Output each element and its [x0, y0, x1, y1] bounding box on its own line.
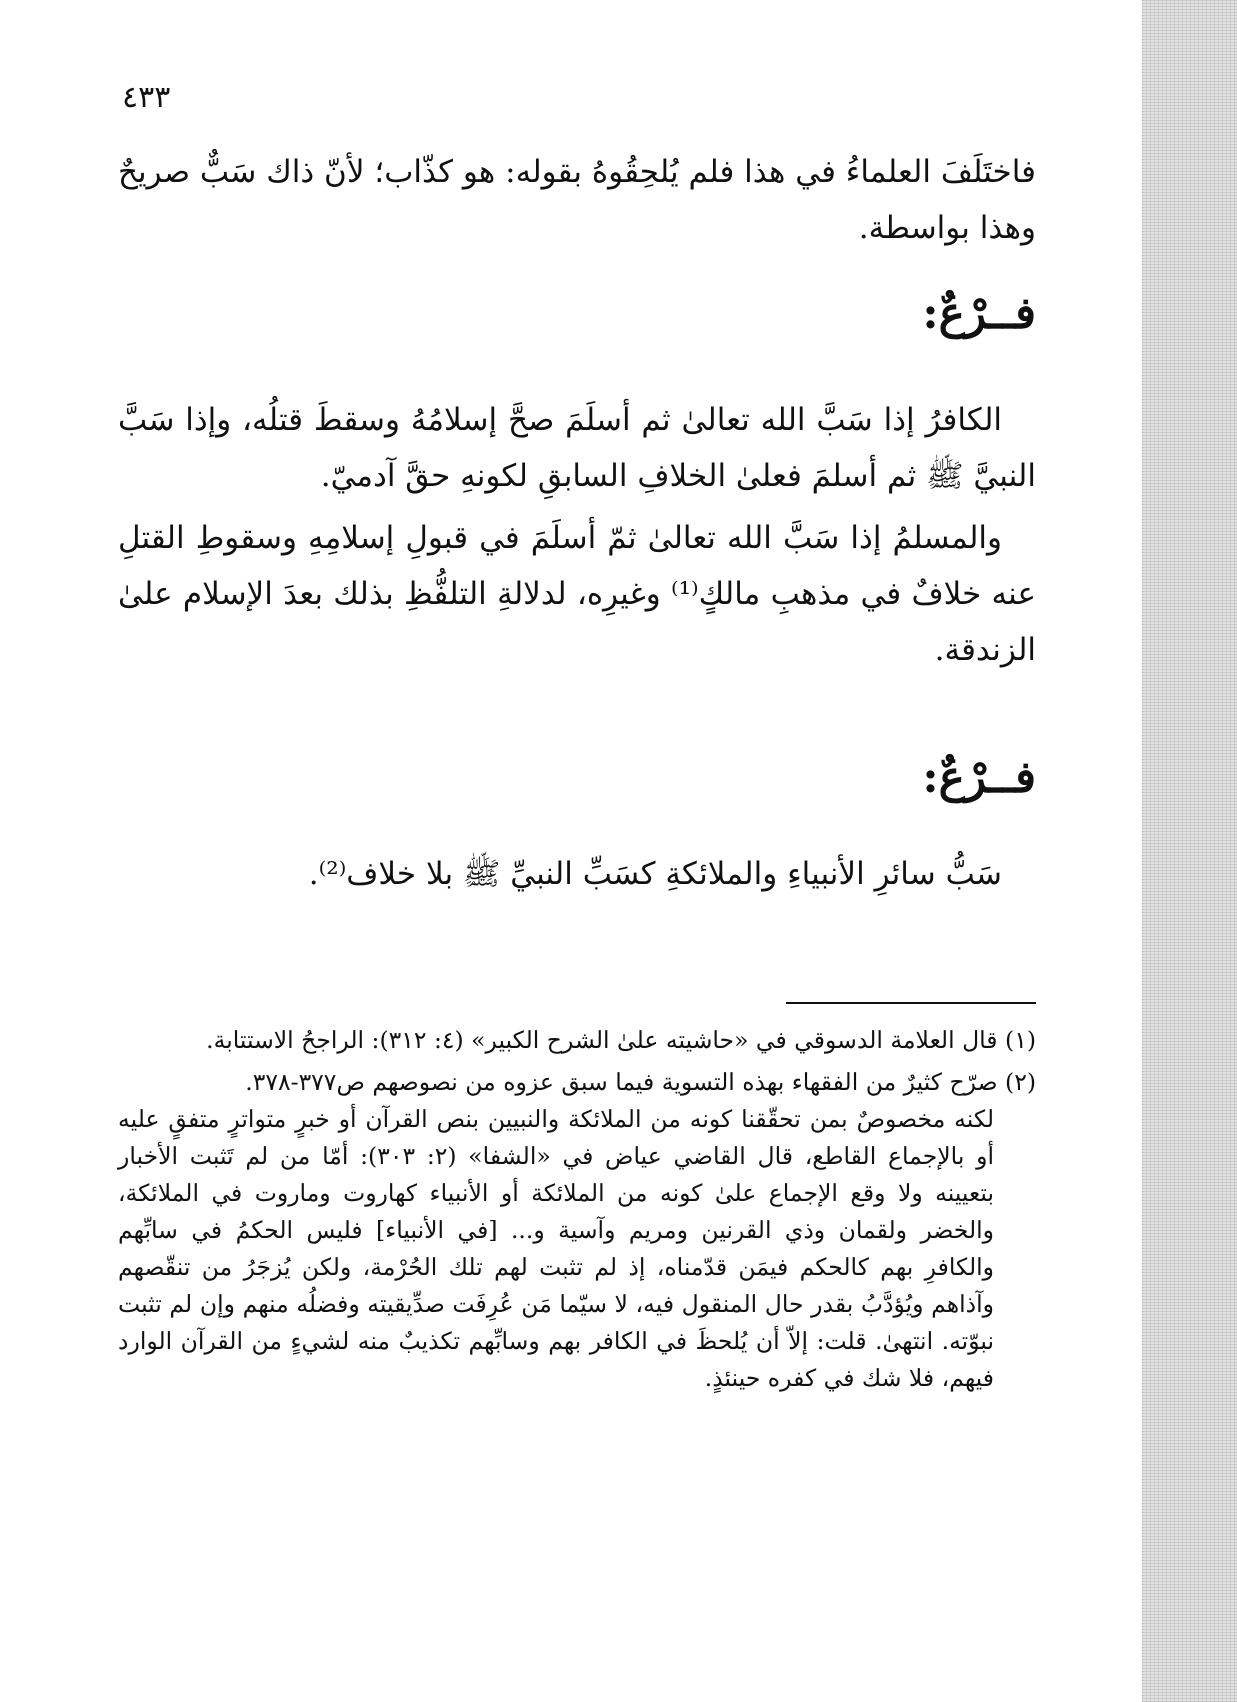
footnote-2-continuation: لكنه مخصوصٌ بمن تحقّقنا كونه من الملائكة والنبيين بنص القرآن أو خبرٍ متواترٍ متفقٍ عليه أو بالإجماع القاطع، قال القاضي عياض في «الشفا» (٢: ٣٠٣): أمّا من لم تَثبت الأخبار بتعيينه ولا وقع الإجماع علىٰ كونه من الملائكة أو الأنبياء كهاروت وماروت في الملائكة، والخضر ولقمان وذي القرنين ومريم وآسية و... [في الأنبياء] فليس الحكمُ في سابِّهم والكافرِ بهم كالحكم فيمَن قدّمناه، إذ لم تثبت لهم تلك الحُرْمة، ولكن يُزجَرُ من تنقّصهم وآذاهم ويُؤدَّبُ بقدر حال المنقول فيه، لا سيّما مَن عُرِفَت صدِّيقيته وفضلُه منهم وإن لم تثبت نبوّته. انتهىٰ. قلت: إلاّ أن يُلحظَ في الكافر بهم وسابِّهم تكذيبٌ منه لشيءٍ من القرآن الوارد فيهم، فلا شك في كفره حينئذٍ.	[118, 1105, 994, 1392]
section-heading-far: فــرْعٌ:	[922, 288, 1036, 339]
footnote-2-number: (٢)	[1005, 1068, 1036, 1096]
page-number: ٤٣٣	[122, 80, 171, 115]
section-heading-far-2: فــرْعٌ:	[922, 752, 1036, 803]
paragraph-muslim-sabb: والمسلمُ إذا سَبَّ الله تعالىٰ ثمّ أسلَمَ في قبولِ إسلامِهِ وسقوطِ القتلِ عنه خلافٌ في مذهبِ مالكٍ⁽¹⁾ وغيرِه، لدلالةِ التلفُّظِ بذلك بعدَ الإسلام علىٰ الزندقة.	[118, 520, 1036, 668]
footnote-separator	[786, 1002, 1036, 1004]
footnote-1-number: (١)	[1005, 1026, 1036, 1054]
footnote-1	[118, 1022, 1036, 1059]
footnote-2-text: صرّح كثيرٌ من الفقهاء بهذه التسوية فيما سبق عزوه من نصوصهم ص٣٧٧-٣٧٨.	[245, 1068, 998, 1096]
footnote-1-text: قال العلامة الدسوقي في «حاشيته علىٰ الشرح الكبير» (٤: ٣١٢): الراجحُ الاستتابة.	[206, 1026, 998, 1054]
scan-edge-strip	[1142, 0, 1237, 1702]
paragraph-continuation: فاختَلَفَ العلماءُ في هذا فلم يُلحِقُوهُ بقوله: هو كذّاب؛ لأنّ ذاك سَبٌّ صريحٌ وهذا بواسطة.	[118, 154, 1036, 246]
footnote-2	[118, 1064, 1036, 1397]
paragraph-anbiya: سَبُّ سائرِ الأنبياءِ والملائكةِ كسَبِّ النبيِّ ﷺ بلا خلاف⁽²⁾.	[308, 856, 1002, 892]
paragraph-kafir-sabb: الكافرُ إذا سَبَّ الله تعالىٰ ثم أسلَمَ صحَّ إسلامُهُ وسقطَ قتلُه، وإذا سَبَّ النبيَّ ﷺ ثم أسلمَ فعلىٰ الخلافِ السابقِ لكونهِ حقَّ آدميّ.	[118, 402, 1036, 494]
